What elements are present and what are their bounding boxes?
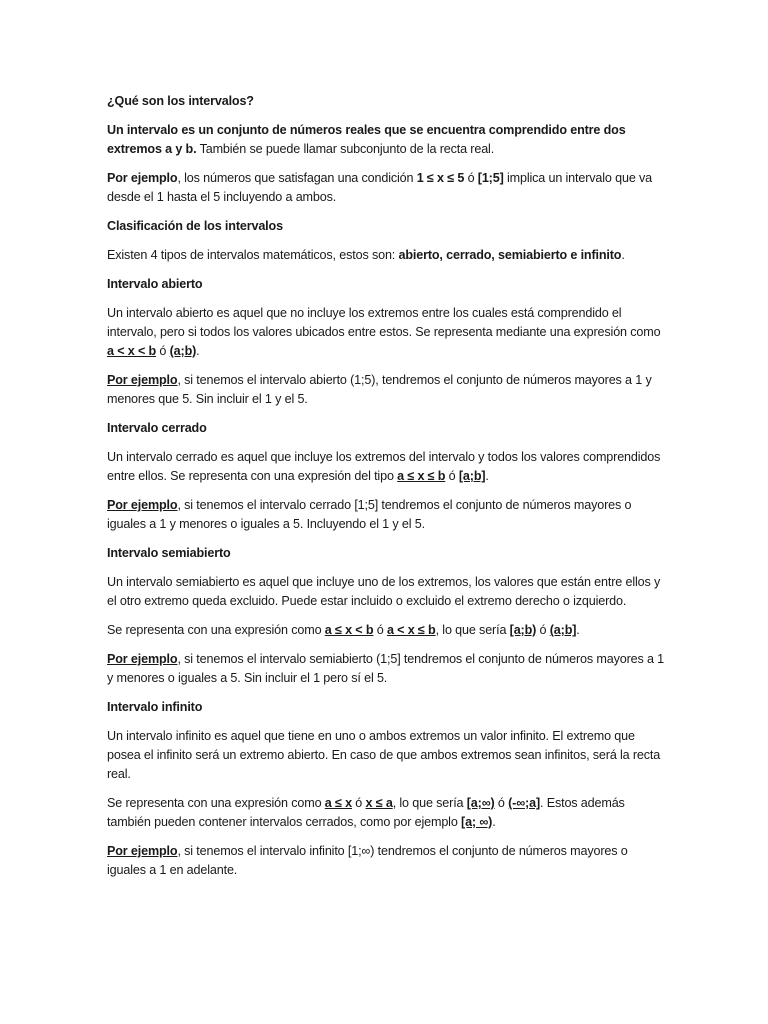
example-label: Por ejemplo: [107, 844, 178, 858]
text: .: [576, 623, 580, 637]
paragraph-infinite-example: [107, 842, 668, 880]
section-heading-infinite-interval: Intervalo infinito: [107, 700, 203, 714]
example-label: Por ejemplo: [107, 373, 178, 387]
inequality: a < x ≤ b: [386, 623, 436, 637]
text: Un intervalo abierto es aquel que no incluye los extremos entre los cuales está comprendido el intervalo, pero si todos los valores ubicados entre estos. Se representa mediante una expresión como: [107, 306, 661, 339]
text: Existen 4 tipos de intervalos matemáticos, estos son:: [107, 248, 399, 262]
inequality: a ≤ x < b: [324, 623, 374, 637]
paragraph-open-definition: [107, 304, 668, 361]
inequality: x ≤ a: [365, 796, 393, 810]
text: , si tenemos el intervalo semiabierto (1;5] tendremos el conjunto de números mayores a 1 y menores o iguales a 5. Sin incluir el 1 pero sí el 5.: [107, 652, 665, 685]
text: Se representa con una expresión como: [107, 796, 325, 810]
text: implica un intervalo que va desde el 1 hasta el 5 incluyendo a ambos.: [107, 171, 653, 204]
interval-notation: [1;5]: [477, 171, 504, 185]
interval-notation: (a;b): [169, 344, 197, 358]
paragraph-definition: [107, 121, 668, 159]
text: ó: [494, 796, 509, 810]
text: , si tenemos el intervalo cerrado [1;5] tendremos el conjunto de números mayores o iguales a 1 y menores o iguales a 5. Incluyendo el 1 y el 5.: [107, 498, 632, 531]
text: , lo que sería: [392, 796, 467, 810]
section-heading-half-open-interval: Intervalo semiabierto: [107, 546, 231, 560]
example-label: Por ejemplo: [107, 498, 178, 512]
example-label: Por ejemplo: [107, 652, 178, 666]
section-heading-open-interval: Intervalo abierto: [107, 277, 203, 291]
paragraph-closed-example: [107, 496, 668, 534]
paragraph-half-open-representation: [107, 621, 668, 640]
text: .: [621, 248, 625, 262]
definition-bold: Un intervalo es un conjunto de números reales que se encuentra comprendido entre dos extremos a y b.: [107, 123, 626, 156]
paragraph-half-open-example: [107, 650, 668, 688]
interval-notation: (-∞;a]: [508, 796, 540, 810]
section-heading-what-are-intervals: ¿Qué son los intervalos?: [107, 94, 254, 108]
paragraph-infinite-representation: [107, 794, 668, 832]
text: ó: [536, 623, 550, 637]
definition-rest: También se puede llamar subconjunto de la recta real.: [196, 142, 495, 156]
paragraph-types: [107, 246, 668, 265]
text: , si tenemos el intervalo abierto (1;5), tendremos el conjunto de números mayores a 1 y menores que 5. Sin incluir el 1 y el 5.: [107, 373, 652, 406]
text: .: [492, 815, 496, 829]
interval-notation: [a; ∞): [461, 815, 493, 829]
text: .: [485, 469, 489, 483]
inequality: a ≤ x ≤ b: [397, 469, 446, 483]
interval-notation: (a;b]: [549, 623, 577, 637]
types-list: abierto, cerrado, semiabierto e infinito: [398, 248, 622, 262]
text: Un intervalo cerrado es aquel que incluye los extremos del intervalo y todos los valores comprendidos entre ellos. Se representa con una expresión del tipo: [107, 450, 661, 483]
text: , lo que sería: [435, 623, 510, 637]
section-heading-closed-interval: Intervalo cerrado: [107, 421, 207, 435]
paragraph-half-open-definition: Un intervalo semiabierto es aquel que incluye uno de los extremos, los valores que están entre ellos y el otro extremo queda excluido. Puede estar incluido o excluido el extremo derecho o izquierdo.: [107, 575, 661, 608]
paragraph-open-example: [107, 371, 668, 409]
interval-notation: [a;∞): [466, 796, 495, 810]
paragraph-closed-definition: [107, 448, 668, 486]
text: . Estos además también pueden contener intervalos cerrados, como por ejemplo: [107, 796, 625, 829]
text: ó: [351, 796, 366, 810]
text: , si tenemos el intervalo infinito [1;∞) tendremos el conjunto de números mayores o iguales a 1 en adelante.: [107, 844, 628, 877]
inequality: 1 ≤ x ≤ 5: [416, 171, 465, 185]
example-label: Por ejemplo: [107, 171, 178, 185]
paragraph-example-intro: [107, 169, 668, 207]
text: , los números que satisfagan una condición: [177, 171, 417, 185]
text: ó: [445, 469, 459, 483]
section-heading-classification: Clasificación de los intervalos: [107, 219, 283, 233]
text: ó: [373, 623, 387, 637]
text: .: [196, 344, 200, 358]
text: ó: [464, 171, 478, 185]
text: ó: [156, 344, 170, 358]
text: Se representa con una expresión como: [107, 623, 325, 637]
inequality: a ≤ x: [324, 796, 352, 810]
interval-notation: [a;b): [509, 623, 537, 637]
interval-notation: [a;b]: [458, 469, 486, 483]
inequality: a < x < b: [107, 344, 157, 358]
paragraph-infinite-definition: Un intervalo infinito es aquel que tiene en uno o ambos extremos un valor infinito. El extremo que posea el infinito será un extremo abierto. En caso de que ambos extremos sean infinitos, será la recta real.: [107, 729, 661, 781]
